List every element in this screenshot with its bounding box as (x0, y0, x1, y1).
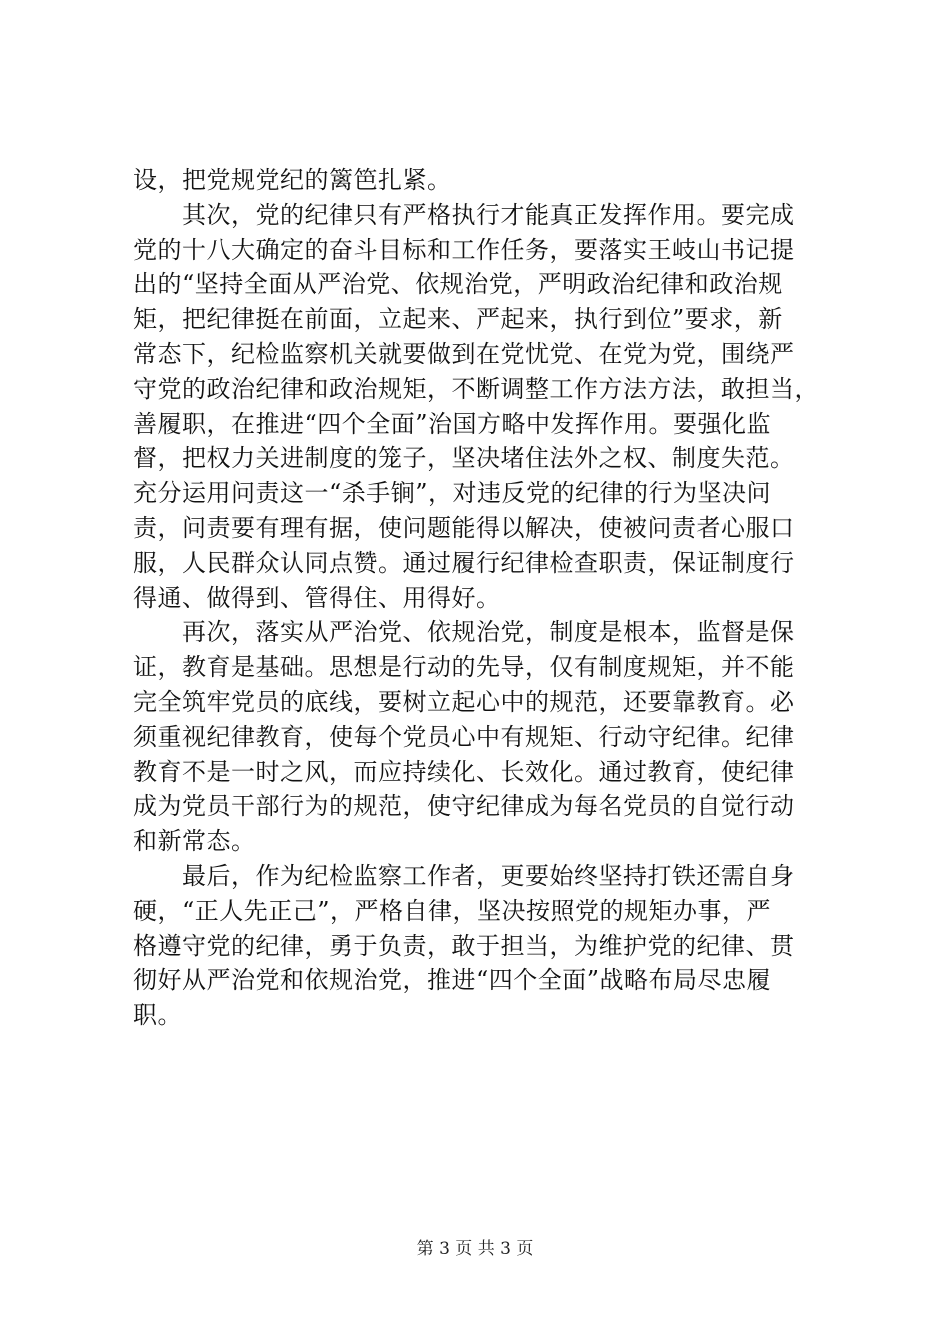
text-line: 成为党员干部行为的规范，使守纪律成为每名党员的自觉行动 (133, 792, 795, 821)
text-line: 硬，“正人先正己”，严格自律，坚决按照党的规矩办事，严 (133, 896, 772, 925)
text-line: 再次，落实从严治党、依规治党，制度是根本，监督是保 (133, 618, 795, 647)
text-line: 彻好从严治党和依规治党，推进“四个全面”战略布局尽忠履 (133, 966, 772, 995)
text-line: 教育不是一时之风，而应持续化、长效化。通过教育，使纪律 (133, 757, 795, 786)
text-line: 善履职，在推进“四个全面”治国方略中发挥作用。要强化监 (133, 409, 772, 438)
text-line: 职。 (133, 1001, 182, 1030)
text-line: 和新常态。 (133, 827, 256, 856)
text-line: 证，教育是基础。思想是行动的先导，仅有制度规矩，并不能 (133, 653, 795, 682)
text-line: 最后，作为纪检监察工作者，更要始终坚持打铁还需自身 (133, 861, 795, 890)
text-line: 责，问责要有理有据，使问题能得以解决，使被问责者心服口 (133, 513, 795, 542)
text-line: 矩，把纪律挺在前面，立起来、严起来，执行到位”要求，新 (133, 305, 783, 334)
text-line: 须重视纪律教育，使每个党员心中有规矩、行动守纪律。纪律 (133, 722, 795, 751)
text-line: 常态下，纪检监察机关就要做到在党忧党、在党为党，围绕严 (133, 339, 795, 368)
document-body (133, 163, 833, 1033)
page-number-footer: 第 3 页 共 3 页 (416, 1239, 534, 1259)
text-line: 充分运用问责这一“杀手锏”，对违反党的纪律的行为坚决问 (133, 479, 772, 508)
text-line: 出的“坚持全面从严治党、依规治党，严明政治纪律和政治规 (133, 270, 783, 299)
text-line: 督，把权力关进制度的笼子，坚决堵住法外之权、制度失范。 (133, 444, 795, 473)
text-line: 其次，党的纪律只有严格执行才能真正发挥作用。要完成 (133, 200, 795, 229)
text-line: 设，把党规党纪的篱笆扎紧。 (133, 166, 452, 194)
text-line: 得通、做得到、管得住、用得好。 (133, 583, 501, 612)
text-line: 守党的政治纪律和政治规矩，不断调整工作方法方法，敢担当， (133, 374, 819, 403)
text-line: 完全筑牢党员的底线，要树立起心中的规范，还要靠教育。必 (133, 687, 795, 716)
text-line: 格遵守党的纪律，勇于负责，敢于担当，为维护党的纪律、贯 (133, 931, 795, 960)
text-line: 党的十八大确定的奋斗目标和工作任务，要落实王岐山书记提 (133, 235, 795, 264)
text-line: 服，人民群众认同点赞。通过履行纪律检查职责，保证制度行 (133, 548, 795, 577)
